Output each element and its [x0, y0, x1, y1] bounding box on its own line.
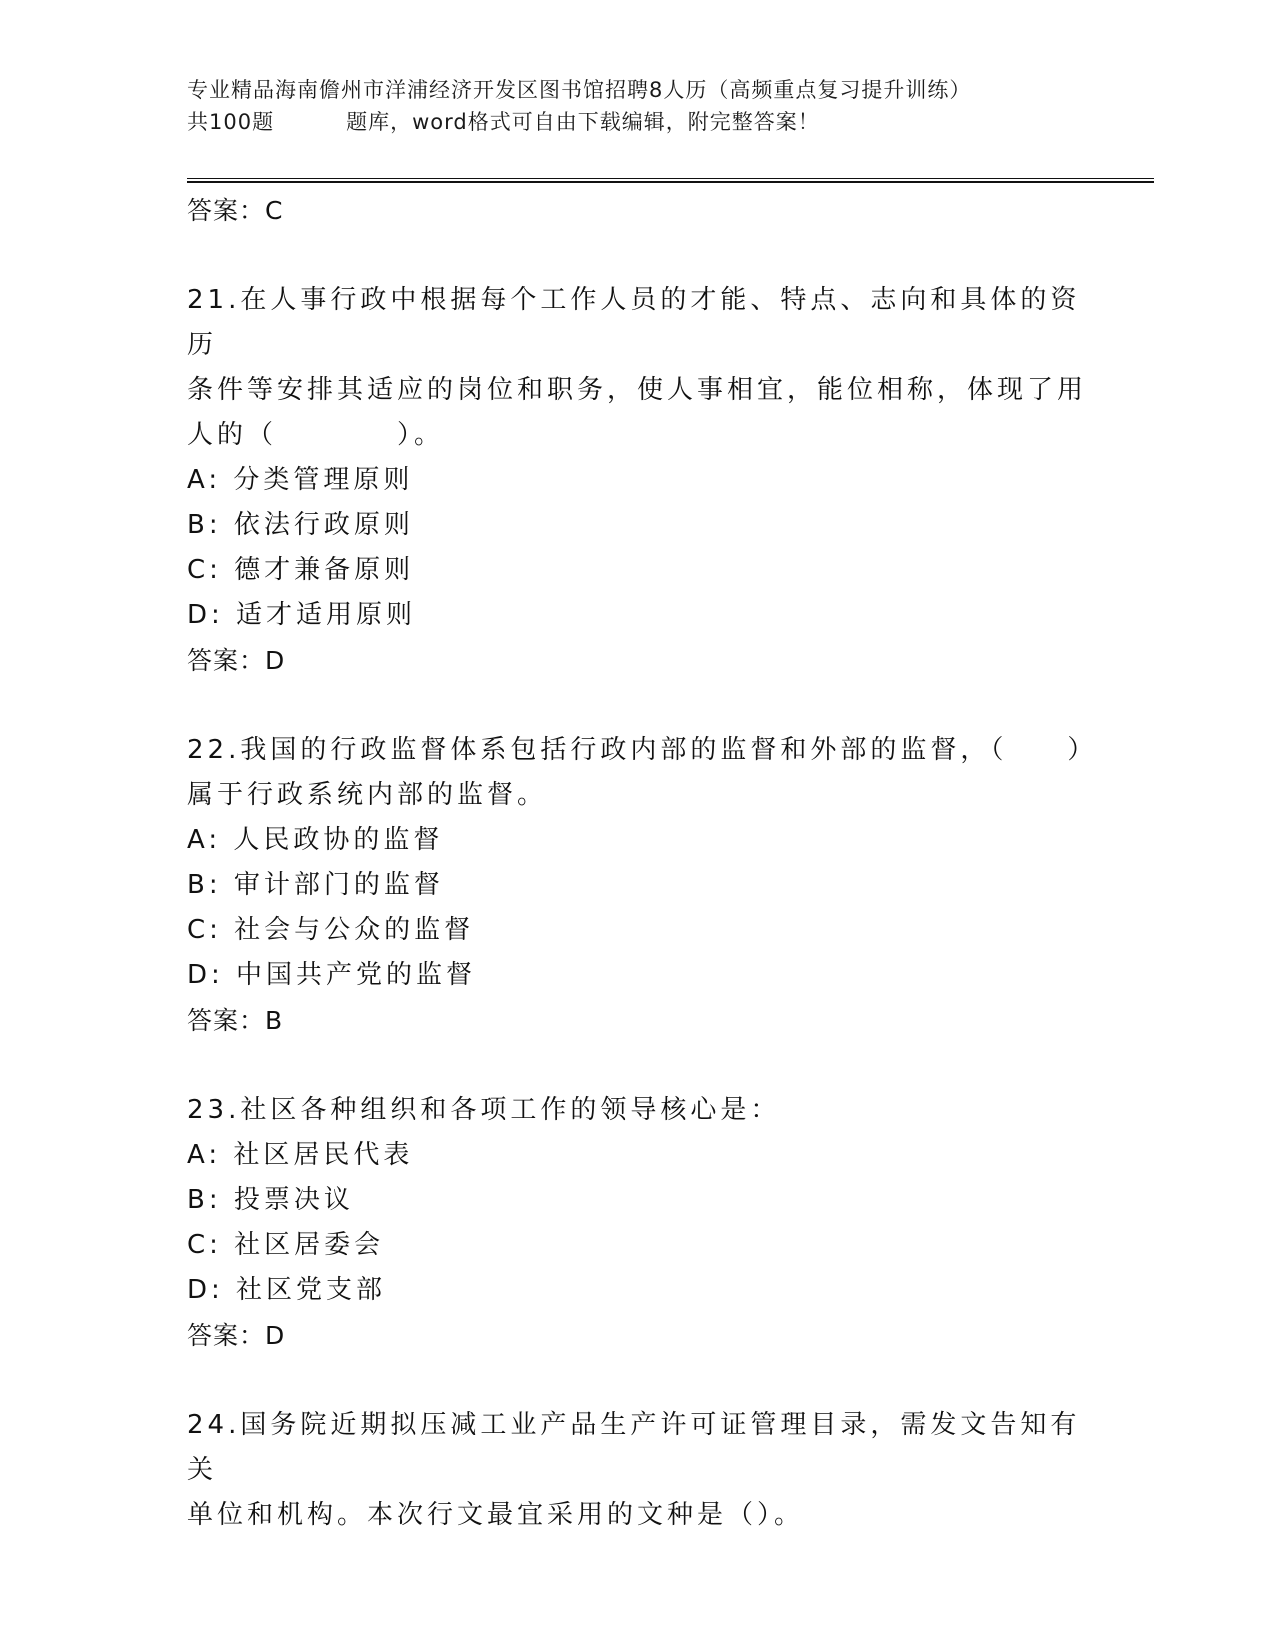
header-title-line: 专业精品海南儋州市洋浦经济开发区图书馆招聘8人历（高频重点复习提升训练）	[187, 78, 972, 102]
option-c: C: 社区居委会	[187, 1230, 385, 1260]
question-23	[187, 1088, 1087, 1358]
document-body	[187, 188, 1098, 1538]
stem-line: 22.我国的行政监督体系包括行政内部的监督和外部的监督，（ ）	[187, 735, 1098, 765]
question-answer: 答案：D	[187, 646, 286, 675]
previous-answer: 答案：C	[187, 196, 284, 225]
page-header	[187, 74, 1087, 138]
option-b: B: 投票决议	[187, 1185, 354, 1215]
question-stem	[187, 1403, 1087, 1538]
question-stem	[187, 278, 1087, 458]
option-b: B: 依法行政原则	[187, 510, 414, 540]
option-d: D: 社区党支部	[187, 1275, 387, 1305]
question-24	[187, 1403, 1087, 1538]
option-a: A: 分类管理原则	[187, 465, 414, 495]
stem-line: 23.社区各种组织和各项工作的领导核心是：	[187, 1095, 781, 1125]
header-divider-thick	[187, 181, 1154, 183]
header-subtitle-line	[187, 106, 1087, 138]
option-b: B: 审计部门的监督	[187, 870, 444, 900]
stem-line: 人的（ ）。	[187, 420, 445, 450]
stem-line: 属于行政系统内部的监督。	[187, 780, 548, 810]
question-answer: 答案：B	[187, 1006, 284, 1035]
option-a: A: 社区居民代表	[187, 1140, 414, 1170]
stem-line: 21.在人事行政中根据每个工作人员的才能、特点、志向和具体的资历	[187, 285, 1081, 360]
stem-line: 24.国务院近期拟压减工业产品生产许可证管理目录，需发文告知有关	[187, 1410, 1081, 1485]
option-d: D: 中国共产党的监督	[187, 960, 477, 990]
option-c: C: 德才兼备原则	[187, 555, 415, 585]
header-question-count: 共100题	[187, 110, 275, 134]
option-d: D: 适才适用原则	[187, 600, 417, 630]
header-format-note: 题库，word格式可自由下载编辑，附完整答案！	[346, 110, 820, 134]
question-stem	[187, 728, 1098, 818]
question-22	[187, 728, 1098, 1043]
question-21	[187, 278, 1087, 683]
question-answer: 答案：D	[187, 1321, 286, 1350]
option-c: C: 社会与公众的监督	[187, 915, 475, 945]
question-stem	[187, 1088, 1087, 1133]
stem-line: 单位和机构。本次行文最宜采用的文种是（）。	[187, 1500, 805, 1530]
option-a: A: 人民政协的监督	[187, 825, 444, 855]
stem-line: 条件等安排其适应的岗位和职务，使人事相宜，能位相称，体现了用	[187, 375, 1088, 405]
header-divider-thin	[187, 178, 1154, 179]
